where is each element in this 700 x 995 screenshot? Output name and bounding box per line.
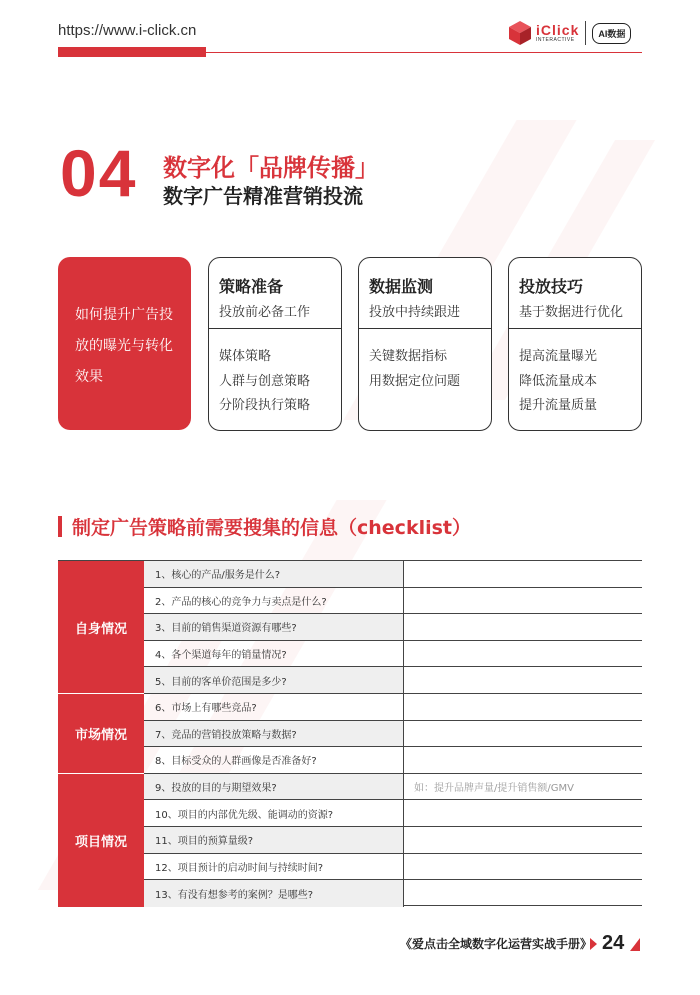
answer-cell[interactable] xyxy=(404,827,642,853)
card-item: 降低流量成本 xyxy=(519,373,598,389)
answer-cell[interactable] xyxy=(404,641,642,667)
card-divider xyxy=(509,328,641,329)
question-cell: 1、核心的产品/服务是什么? xyxy=(144,561,404,587)
answer-cell[interactable]: 如：提升品牌声量/提升销售额/GMV xyxy=(414,783,574,795)
question-cell: 12、项目预计的启动时间与持续时间? xyxy=(144,854,404,880)
table-row xyxy=(144,880,642,907)
header-accent-bar xyxy=(58,47,206,57)
question-cell: 11、项目的预算量级? xyxy=(144,827,404,853)
card-item: 提高流量曝光 xyxy=(519,349,598,364)
question-cell: 10、项目的内部优先级、能调动的资源? xyxy=(144,800,404,826)
category-cell: 市场情况 xyxy=(58,694,144,774)
table-row xyxy=(144,588,642,615)
question-cell: 8、目标受众的人群画像是否准备好? xyxy=(144,747,404,773)
answer-cell[interactable] xyxy=(404,800,642,826)
table-row xyxy=(144,854,642,881)
section-title: 数字化「品牌传播」 xyxy=(163,154,379,182)
logo-divider xyxy=(585,21,586,45)
question-cell: 4、各个渠道每年的销量情况? xyxy=(144,641,404,667)
card-subtitle: 投放中持续跟进 xyxy=(369,305,461,320)
header-rule xyxy=(206,52,642,53)
partner-logo: AI数据 xyxy=(592,23,631,44)
section-subtitle: 数字广告精准营销投流 xyxy=(163,184,363,208)
card-item: 提升流量质量 xyxy=(519,398,598,413)
iclick-cube-icon xyxy=(508,20,532,46)
card-divider xyxy=(209,328,341,329)
card-title: 数据监测 xyxy=(369,277,434,296)
table-row xyxy=(144,561,642,588)
table-row xyxy=(144,827,642,854)
question-cell: 9、投放的目的与期望效果? xyxy=(144,774,404,800)
card-techniques xyxy=(508,257,642,431)
answer-cell[interactable] xyxy=(404,854,642,880)
intro-box: 如何提升广告投放的曝光与转化效果 xyxy=(58,257,191,430)
page-slash-icon xyxy=(630,938,640,951)
answer-cell[interactable] xyxy=(404,721,642,747)
answer-cell[interactable] xyxy=(404,694,642,720)
question-cell: 6、市场上有哪些竞品? xyxy=(144,694,404,720)
answer-cell[interactable] xyxy=(404,588,642,614)
table-row xyxy=(144,694,642,721)
iclick-logo-subtext: INTERACTIVE xyxy=(536,37,575,43)
question-cell: 5、目前的客单价范围是多少? xyxy=(144,667,404,693)
question-cell: 3、目前的销售渠道资源有哪些? xyxy=(144,614,404,640)
answer-cell[interactable] xyxy=(404,614,642,640)
answer-cell[interactable] xyxy=(404,667,642,693)
card-item: 分阶段执行策略 xyxy=(219,398,311,413)
card-title: 投放技巧 xyxy=(519,277,584,296)
answer-cell[interactable] xyxy=(404,561,642,587)
category-cell: 项目情况 xyxy=(58,774,144,907)
question-cell: 13、有没有想参考的案例？是哪些? xyxy=(144,880,404,907)
brand-logos xyxy=(508,20,631,46)
checklist-table xyxy=(58,560,642,906)
card-strategy xyxy=(208,257,342,431)
table-row xyxy=(144,641,642,668)
table-row xyxy=(144,721,642,748)
table-row xyxy=(144,800,642,827)
table-row xyxy=(144,614,642,641)
card-item: 人群与创意策略 xyxy=(219,373,311,389)
section-number: 04 xyxy=(60,136,138,210)
table-row xyxy=(144,774,642,801)
card-subtitle: 基于数据进行优化 xyxy=(519,305,624,320)
answer-cell[interactable] xyxy=(404,880,642,907)
card-item: 媒体策略 xyxy=(219,349,272,364)
checklist-accent-bar xyxy=(58,516,62,537)
table-row xyxy=(144,667,642,694)
question-cell: 7、竞品的营销投放策略与数据? xyxy=(144,721,404,747)
page-number: 24 xyxy=(602,932,625,954)
card-item: 关键数据指标 xyxy=(369,349,448,364)
iclick-logo-text: iClick xyxy=(536,22,580,38)
card-divider xyxy=(359,328,491,329)
card-monitoring xyxy=(358,257,492,431)
card-subtitle: 投放前必备工作 xyxy=(219,305,311,320)
answer-cell[interactable] xyxy=(404,747,642,773)
table-row xyxy=(144,747,642,774)
category-cell: 自身情况 xyxy=(58,561,144,694)
question-cell: 2、产品的核心的竞争力与卖点是什么? xyxy=(144,588,404,614)
checklist-title: 制定广告策略前需要搜集的信息（checklist） xyxy=(72,517,471,539)
website-url[interactable]: https://www.i-click.cn xyxy=(58,22,197,39)
footer-book-title: 《爱点击全域数字化运营实战手册》 xyxy=(400,937,593,951)
footer-arrow-icon xyxy=(590,938,597,950)
card-title: 策略准备 xyxy=(219,277,284,296)
card-item: 用数据定位问题 xyxy=(369,373,461,389)
